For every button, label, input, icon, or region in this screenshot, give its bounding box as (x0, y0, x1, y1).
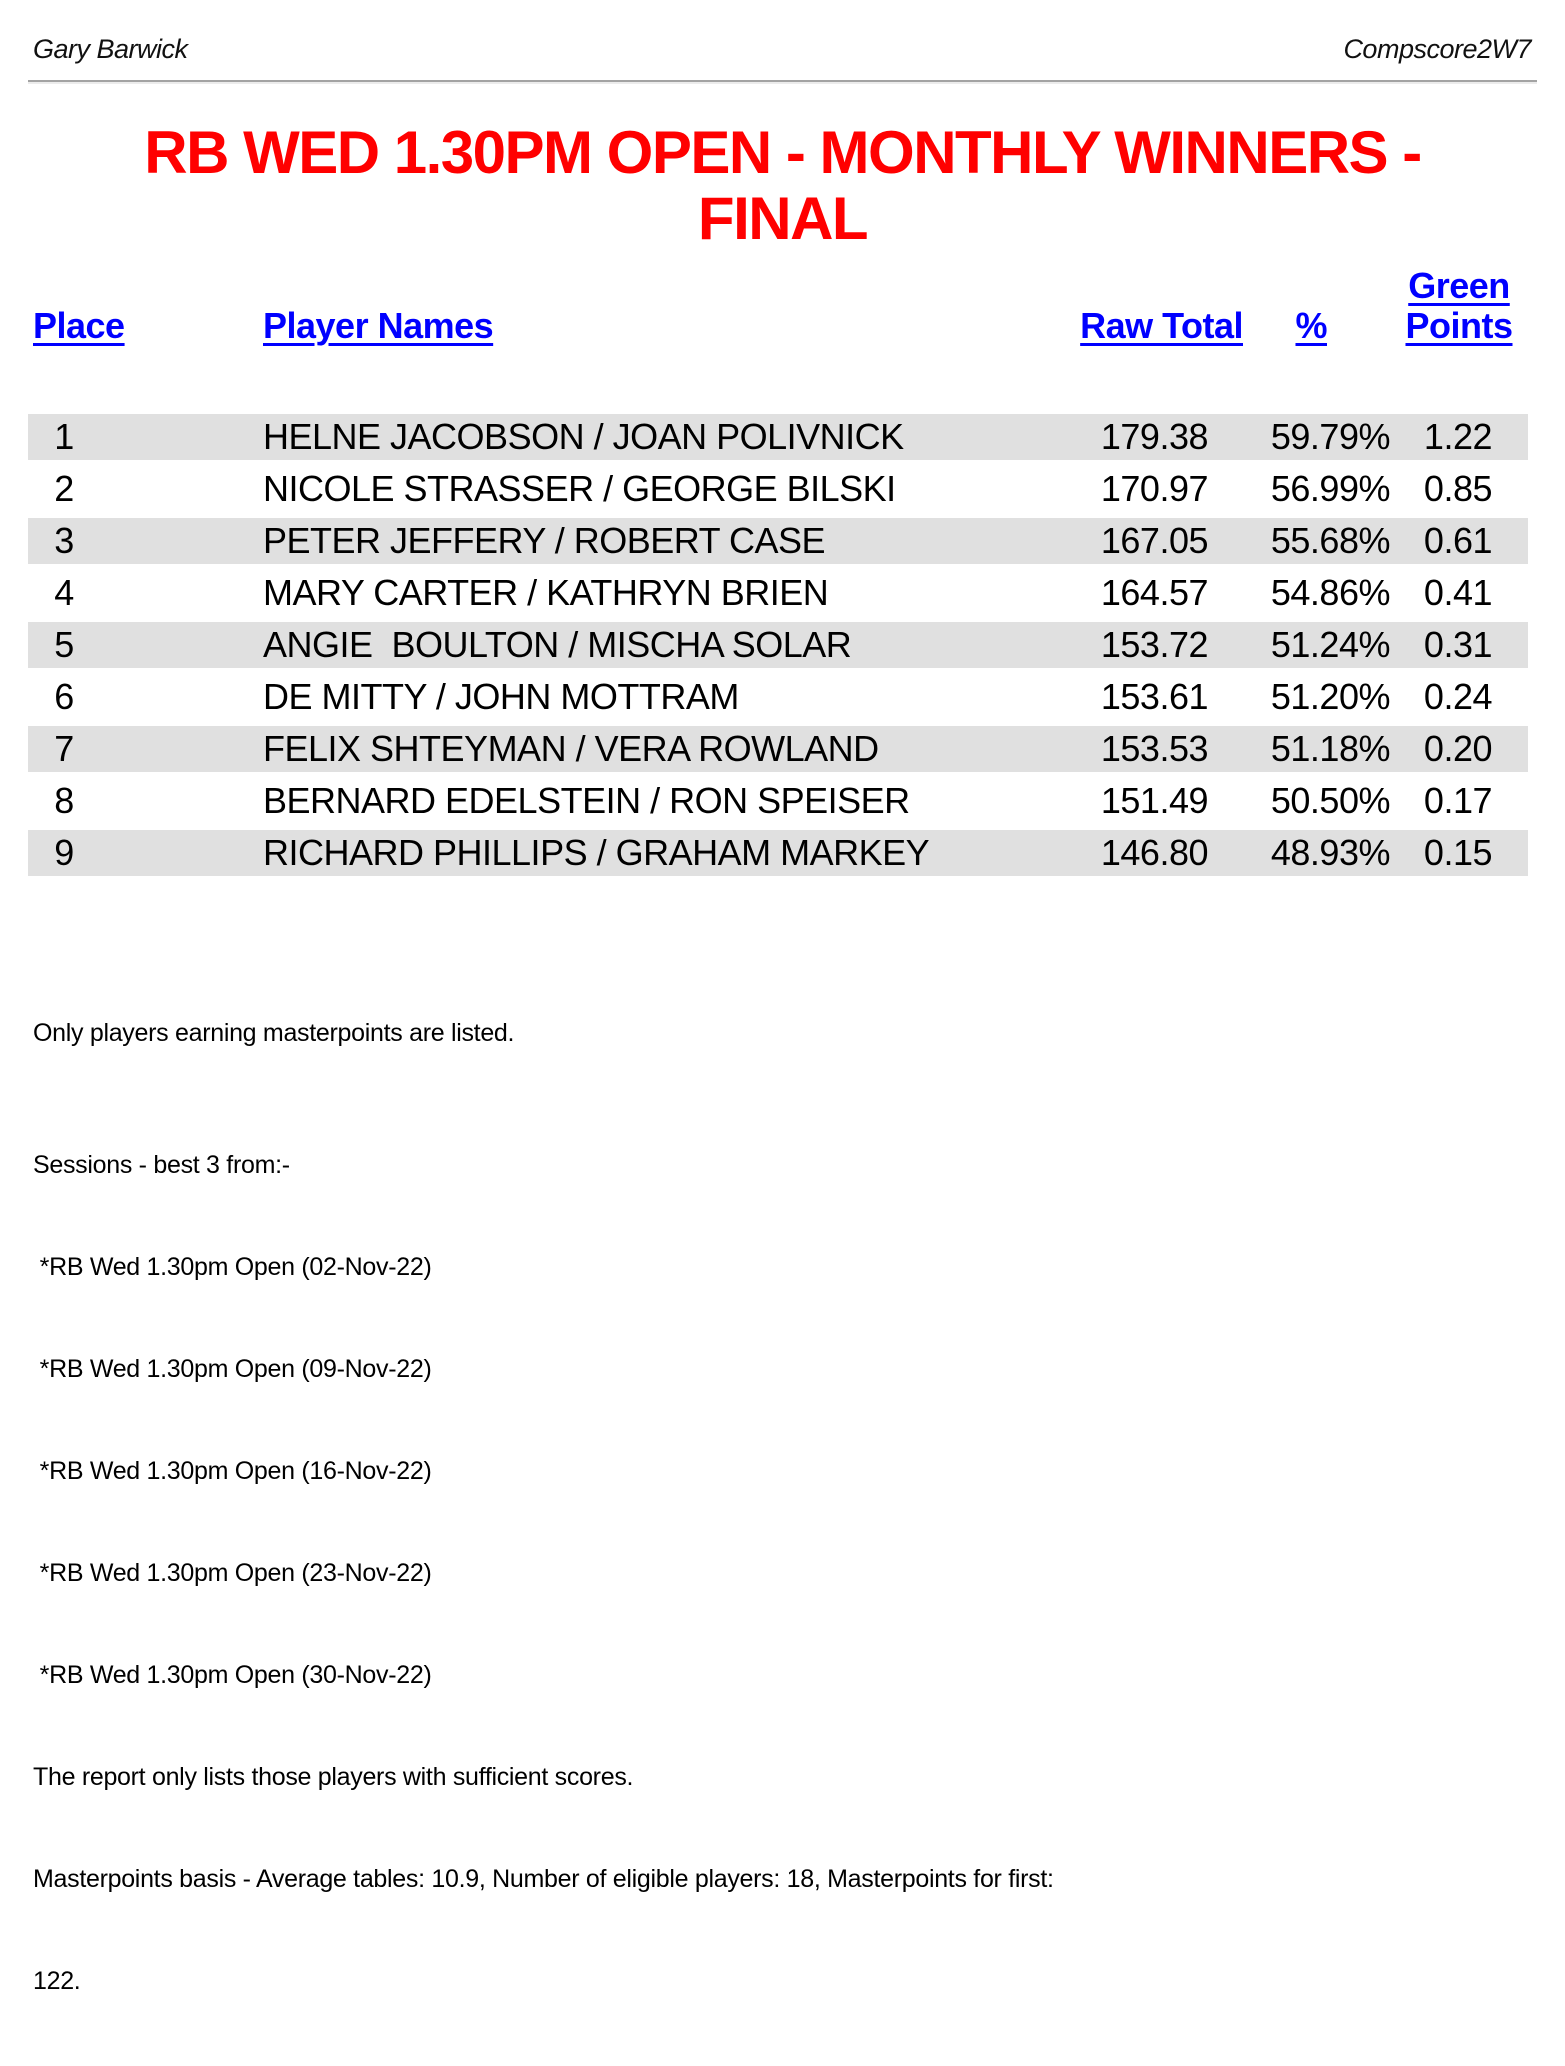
player-names-cell: HELNE JACOBSON / JOAN POLIVNICK (263, 416, 904, 457)
table-row (28, 570, 1528, 616)
percent-cell: 54.86% (1270, 572, 1390, 613)
place-cell: 6 (54, 676, 74, 717)
note-masterpoints-basis-continued: 122. (33, 1967, 81, 1995)
percent-cell: 59.79% (1270, 416, 1390, 457)
percent-cell: 51.20% (1270, 676, 1390, 717)
raw-total-cell: 167.05 (1100, 520, 1208, 561)
column-header-percent: % (1295, 305, 1327, 346)
table-row (28, 726, 1528, 772)
percent-cell: 51.24% (1270, 624, 1390, 665)
raw-total-cell: 179.38 (1100, 416, 1208, 457)
place-cell: 4 (54, 572, 74, 613)
raw-total-cell: 146.80 (1100, 832, 1208, 873)
note-masterpoints-basis: Masterpoints basis - Average tables: 10.9, Number of eligible players: 18, Masterpoints for first: (33, 1865, 1054, 1893)
running-header (0, 0, 1565, 65)
player-names-cell: NICOLE STRASSER / GEORGE BILSKI (263, 468, 896, 509)
session-item: *RB Wed 1.30pm Open (16-Nov-22) (33, 1457, 432, 1485)
percent-cell: 48.93% (1270, 832, 1390, 873)
player-names-cell: DE MITTY / JOHN MOTTRAM (263, 676, 739, 717)
header-divider (28, 80, 1537, 84)
green-points-cell: 0.20 (1423, 728, 1492, 769)
raw-total-cell: 153.61 (1100, 676, 1208, 717)
table-row (28, 518, 1528, 564)
percent-cell: 50.50% (1270, 780, 1390, 821)
note-eligibility: Only players earning masterpoints are listed. (33, 1019, 515, 1047)
place-cell: 8 (54, 780, 74, 821)
green-points-cell: 0.61 (1423, 520, 1492, 561)
session-item: *RB Wed 1.30pm Open (23-Nov-22) (33, 1559, 432, 1587)
raw-total-cell: 164.57 (1100, 572, 1208, 613)
place-cell: 2 (54, 468, 74, 509)
green-points-cell: 0.31 (1423, 624, 1492, 665)
results-table (28, 266, 1528, 876)
table-row (28, 622, 1528, 668)
green-points-cell: 0.24 (1423, 676, 1492, 717)
raw-total-cell: 153.72 (1100, 624, 1208, 665)
raw-total-cell: 170.97 (1100, 468, 1208, 509)
green-points-cell: 0.15 (1423, 832, 1492, 873)
column-header-player-names: Player Names (263, 305, 494, 346)
raw-total-cell: 153.53 (1100, 728, 1208, 769)
player-names-cell: FELIX SHTEYMAN / VERA ROWLAND (263, 728, 879, 769)
table-header-row (28, 266, 1528, 346)
place-cell: 1 (54, 416, 74, 457)
player-names-cell: PETER JEFFERY / ROBERT CASE (263, 520, 825, 561)
green-points-cell: 0.17 (1423, 780, 1492, 821)
table-row (28, 414, 1528, 460)
session-item: *RB Wed 1.30pm Open (02-Nov-22) (33, 1253, 432, 1281)
table-row (28, 466, 1528, 512)
green-points-line2: Points (1405, 305, 1513, 346)
percent-cell: 55.68% (1270, 520, 1390, 561)
place-cell: 5 (54, 624, 74, 665)
green-points-cell: 0.85 (1423, 468, 1492, 509)
place-cell: 3 (54, 520, 74, 561)
place-cell: 7 (54, 728, 74, 769)
column-header-green-points (1390, 266, 1528, 346)
green-points-cell: 1.22 (1423, 416, 1492, 457)
footer-notes (33, 948, 1532, 2066)
player-names-cell: ANGIE BOULTON / MISCHA SOLAR (263, 624, 852, 665)
percent-cell: 51.18% (1270, 728, 1390, 769)
column-header-place: Place (33, 305, 125, 346)
player-names-cell: BERNARD EDELSTEIN / RON SPEISER (263, 780, 910, 821)
table-body (28, 414, 1528, 876)
player-names-cell: RICHARD PHILLIPS / GRAHAM MARKEY (263, 832, 930, 873)
player-names-cell: MARY CARTER / KATHRYN BRIEN (263, 572, 829, 613)
column-header-raw-total: Raw Total (1080, 305, 1243, 346)
green-points-line1: Green (1408, 265, 1510, 306)
report-title: RB WED 1.30PM OPEN - MONTHLY WINNERS - FINAL (144, 119, 1421, 252)
report-author: Gary Barwick (33, 34, 188, 64)
session-item: *RB Wed 1.30pm Open (09-Nov-22) (33, 1355, 432, 1383)
app-name: Compscore2W7 (1343, 34, 1531, 64)
place-cell: 9 (54, 832, 74, 873)
percent-cell: 56.99% (1270, 468, 1390, 509)
raw-total-cell: 151.49 (1100, 780, 1208, 821)
session-item: *RB Wed 1.30pm Open (30-Nov-22) (33, 1661, 432, 1689)
table-row (28, 778, 1528, 824)
sessions-title: Sessions - best 3 from:- (33, 1151, 290, 1179)
note-sufficient-scores: The report only lists those players with sufficient scores. (33, 1763, 634, 1791)
table-row (28, 674, 1528, 720)
table-row (28, 830, 1528, 876)
green-points-cell: 0.41 (1423, 572, 1492, 613)
